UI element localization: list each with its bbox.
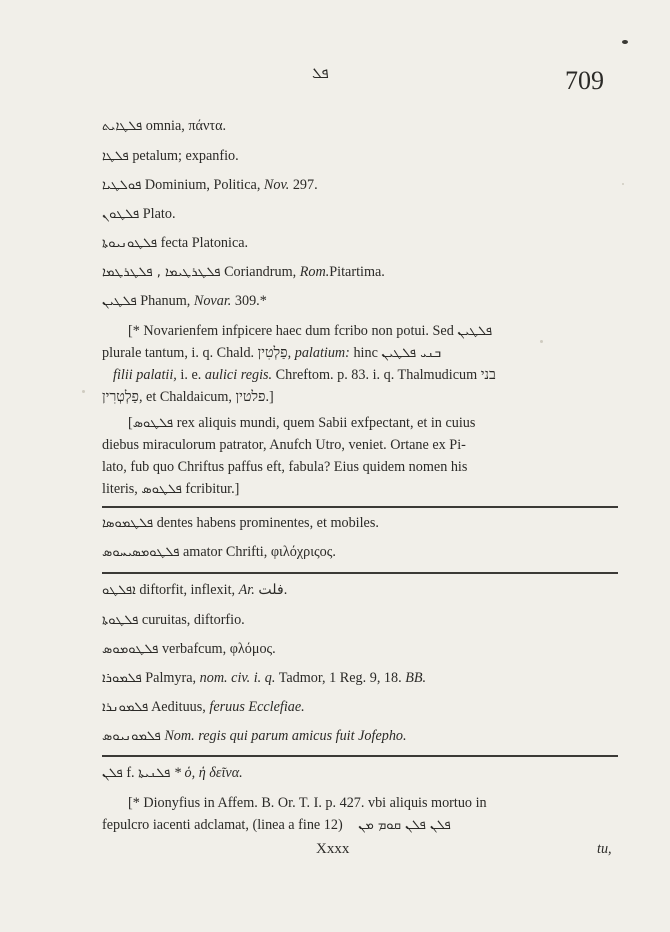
entry-aedituus — [102, 698, 305, 717]
note2-line1: [ܦܠܛܘܣ rex aliquis mundi, quem Sabii exfpectant, et in cuius — [128, 415, 476, 431]
note-text: literis, — [102, 481, 138, 497]
note3-line1: [* Dionyfius in Affem. B. Or. T. I. p. 427. vbi aliquis mortuo in — [128, 795, 487, 811]
entry-source: BB. — [405, 670, 427, 686]
note-text: rex aliquis mundi, quem Sabii exfpectant, et in cuius — [176, 415, 476, 431]
entry-plato — [102, 205, 176, 224]
greek-gloss: * ὁ, ἡ δεῖνα. — [173, 765, 243, 781]
note1-line3 — [113, 366, 496, 384]
syriac-word: ܦܠܛܘܣ — [132, 416, 174, 431]
syriac-headword: ܦܠܛܘܢܝܘܬܐ — [102, 236, 158, 251]
scan-speck — [622, 40, 628, 44]
entry-delna — [102, 764, 243, 783]
divider-rule — [102, 506, 618, 508]
entry-secta-platonica — [102, 234, 248, 253]
divider-rule — [102, 755, 618, 757]
entry-gloss: omnia, πάντα. — [145, 118, 227, 134]
arabic-word: فلت. — [258, 582, 288, 598]
note2-line3: lato, fub quo Chriftus paffus eft, fabula? Eius quidem nomen his — [102, 459, 468, 475]
syriac-headword: ܦܠܛܘܡܣܝܚܘܣ — [102, 545, 180, 560]
latin-gloss: palatium: — [294, 345, 350, 361]
entry-pelta-omnia — [102, 117, 226, 136]
entry-dentes — [102, 514, 379, 533]
entry-phanum — [102, 292, 267, 311]
hebrew-word: פַלְטִין — [257, 345, 288, 361]
syriac-headword: ܦܠܛܡܘܣܐ — [102, 516, 154, 531]
note-text: fcribitur.] — [185, 481, 240, 497]
syriac-headword: ܦܘܠܛܝܐ — [102, 178, 142, 193]
entry-source: Nom. regis qui parum amicus fuit Jofepho. — [164, 728, 407, 744]
scan-speck — [540, 340, 543, 343]
syriac-headword: ܦܠܛܘܡܘܣ — [102, 642, 159, 657]
hebrew-word: בני — [480, 367, 496, 383]
note-text: i. e. — [180, 367, 202, 383]
entry-gloss: petalum; expanfio. — [132, 148, 239, 164]
entry-source: nom. civ. i. q. — [199, 670, 276, 686]
entry-distorsit — [102, 581, 287, 600]
entry-verbascum — [102, 640, 276, 659]
signature-mark: Xxxx — [316, 841, 350, 857]
entry-tail: 297. — [292, 177, 318, 193]
entry-gloss: diftorfit, inflexit, — [139, 582, 236, 598]
syriac-word: ܦܠܛܝܢ — [457, 324, 493, 339]
syriac-headword: ܦܠܡܘܢܝܘܣ — [102, 729, 161, 744]
entry-nom-regis — [102, 727, 407, 746]
note1-line2: plurale tantum, i. q. Chald. פַלְטִין, palatium: hinc ܒܢܝ ܦܠܛܝܢ — [102, 345, 442, 361]
syriac-headword: ܦܠܡܘܢܪܐ — [102, 700, 149, 715]
catchword: tu, — [597, 841, 612, 857]
note-text: [* Novarienfem infpicere haec dum fcribo non potui. Sed — [128, 323, 454, 339]
syriac-word: ܦܠܢ ܦܠܢ ܩܘܡ ܡܢ — [358, 818, 451, 833]
entry-gloss: Coriandrum, — [224, 264, 297, 280]
entry-tail: 309.* — [234, 293, 267, 309]
entry-gloss: curuitas, diftorfio. — [141, 612, 245, 628]
syriac-headword: ܦܠܛܪܛܝܡܐ , ܦܠܛܪܛܡܐ — [102, 265, 221, 280]
entry-petalum — [102, 147, 239, 166]
entry-gloss: amator Chrifti, φιλόχριςος. — [182, 544, 336, 560]
page-number: 709 — [565, 66, 604, 95]
note2-line4 — [102, 480, 239, 499]
latin-gloss: filii palatii, — [113, 367, 177, 383]
entry-palmyra — [102, 669, 426, 688]
entry-gloss: fecta Platonica. — [160, 235, 249, 251]
entry-dominium — [102, 176, 318, 195]
syriac-word: ܒܢܝ ܦܠܛܝܢ — [381, 346, 442, 361]
entry-tail: Tadmor, 1 Reg. 9, 18. — [278, 670, 402, 686]
syriac-headword: ܐܦܠܛܘ — [102, 583, 136, 598]
note2-line2: diebus miraculorum patrator, Anufch Utro, veniet. Ortane ex Pi- — [102, 437, 466, 453]
note-text: , et Chaldaicum, פלטין.] — [138, 389, 274, 405]
hebrew-word: פַלְטְרִין — [102, 389, 139, 405]
syriac-headword: ܦܠܛܘܬܐ — [102, 613, 139, 628]
note-text: fepulcro iacenti adclamat, (linea a fine 12) — [102, 817, 343, 833]
syriac-headword: ܦܠܢ — [102, 766, 123, 781]
entry-gloss: Plato. — [142, 206, 176, 222]
entry-gloss: dentes habens prominentes, et mobiles. — [156, 515, 379, 531]
note-text: Chreftom. p. 83. i. q. Thalmudicum — [275, 367, 478, 383]
syriac-headword: ܦܠܛܐܝܬ — [102, 119, 143, 134]
syriac-word: ܦܠܢܝܬܐ — [138, 766, 171, 781]
syriac-word: ܦܠܛܘܣ — [141, 482, 182, 497]
entry-gloss: Aedituus, — [151, 699, 206, 715]
entry-source: Nov. — [263, 177, 290, 193]
scan-speck — [82, 390, 85, 393]
syriac-headword: ܦܠܛܘܢ — [102, 207, 140, 222]
entry-gloss: Palmyra, — [145, 670, 197, 686]
entry-tail: Pitartima. — [329, 264, 385, 280]
entry-amator-christi — [102, 543, 336, 562]
syriac-headword: ܦܠܛܝܢ — [102, 294, 137, 309]
syriac-headword: ܦܠܛܐ — [102, 149, 129, 164]
note3-line2 — [102, 816, 451, 835]
entry-gloss: Phanum, — [140, 293, 191, 309]
running-head: ܦܠ — [312, 64, 329, 82]
note-text: plurale tantum, i. q. Chald. — [102, 345, 255, 361]
note1-line4 — [102, 388, 274, 406]
syriac-headword: ܦܠܡܘܪܐ — [102, 671, 142, 686]
entry-source: Ar. — [238, 582, 255, 598]
entry-source: Novar. — [193, 293, 232, 309]
divider-rule — [102, 572, 618, 574]
entry-curuitas — [102, 611, 245, 630]
entry-source: feruus Ecclefiae. — [209, 699, 305, 715]
note1-line1 — [128, 322, 492, 341]
note-text: hinc — [353, 345, 378, 361]
entry-gloss: Dominium, Politica, — [144, 177, 261, 193]
entry-source: Rom. — [299, 264, 330, 280]
entry-gloss: verbafcum, φλόμος. — [161, 641, 276, 657]
latin-gloss: aulici regis. — [204, 367, 273, 383]
scan-speck — [622, 183, 624, 185]
entry-gloss: f. — [126, 765, 135, 781]
entry-coriandrum — [102, 263, 385, 282]
